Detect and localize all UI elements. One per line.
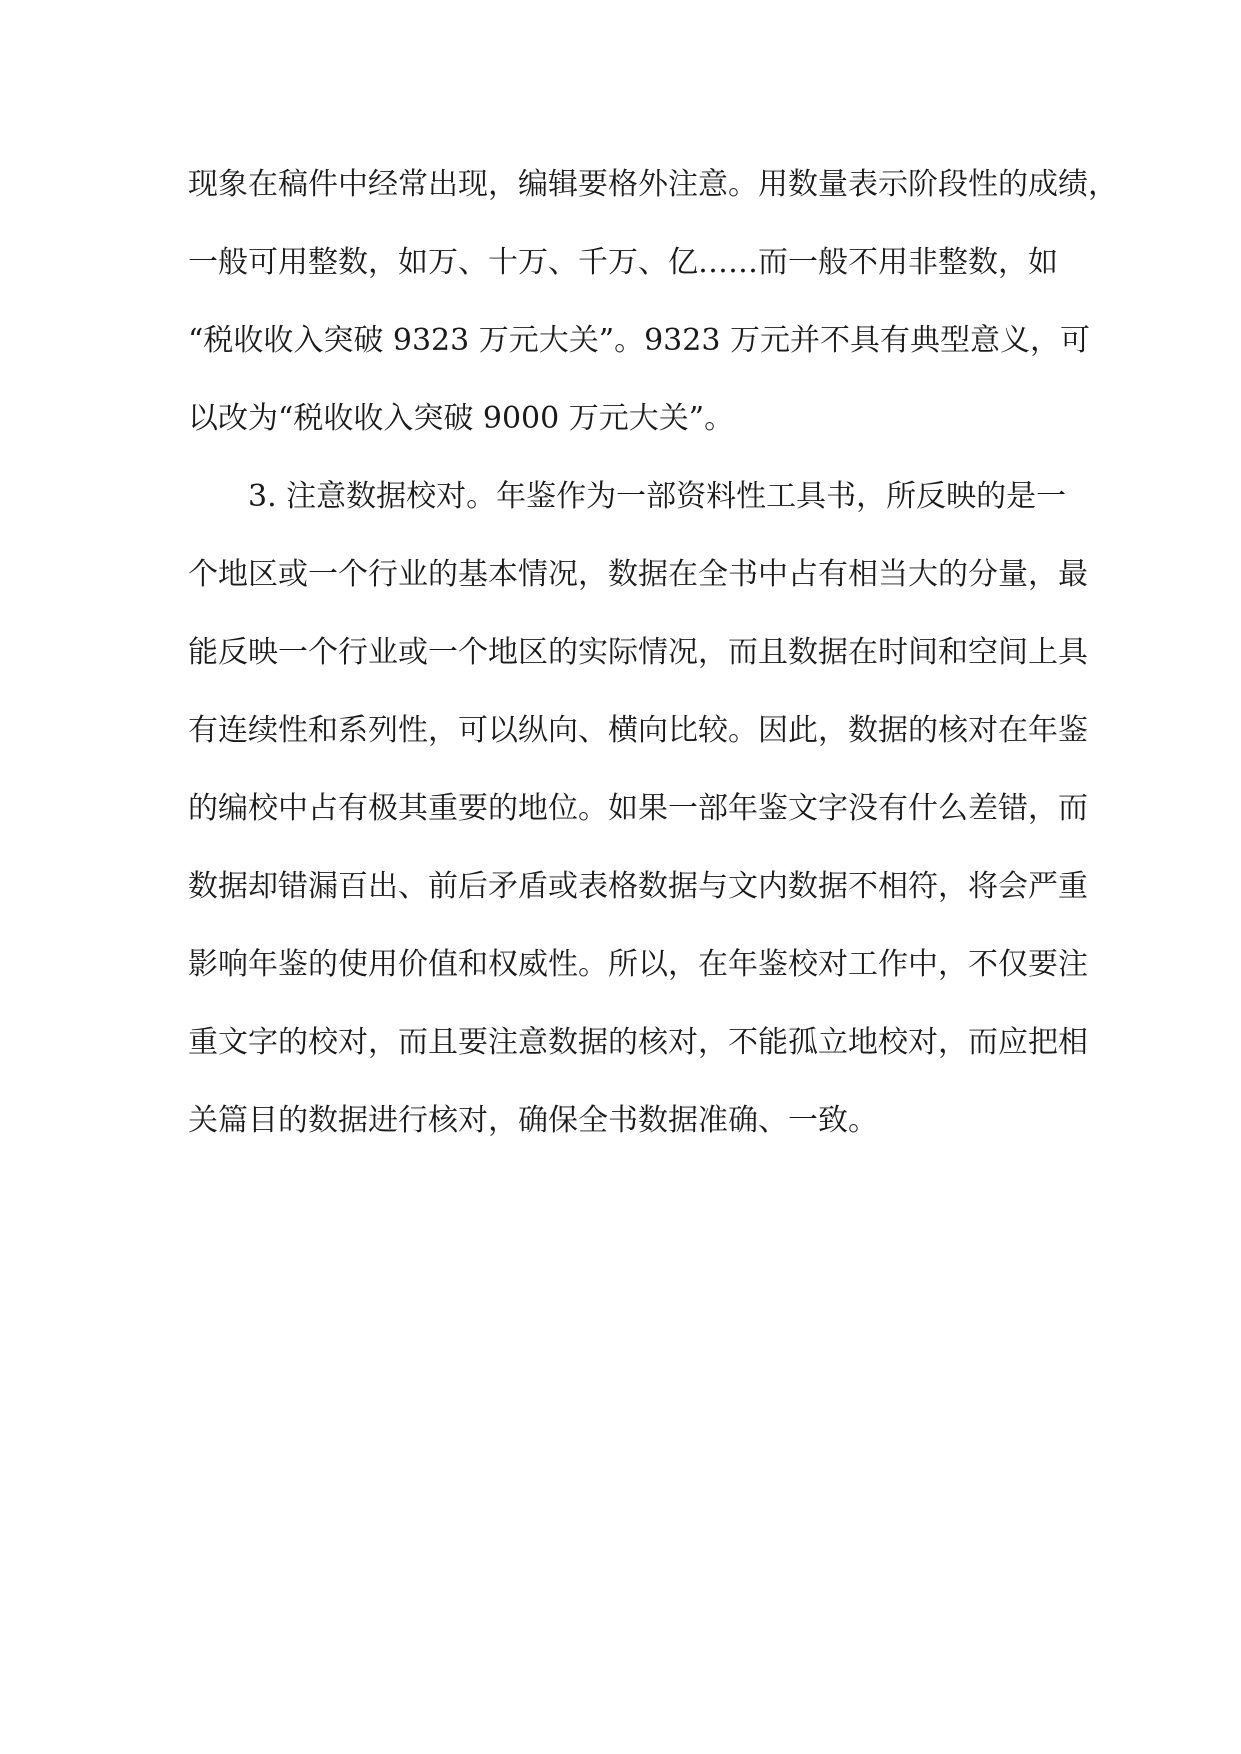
paragraph-line: “税收收入突破 9323 万元大关”。9323 万元并不具有典型意义，可 (188, 323, 1090, 358)
paragraph-line: 关篇目的数据进行核对，确保全书数据准确、一致。 (188, 1103, 878, 1138)
paragraph-line: 一般可用整数，如万、十万、千万、亿……而一般不用非整数，如 (188, 245, 1058, 280)
paragraph-1 (188, 150, 1118, 462)
paragraph-line: 现象在稿件中经常出现，编辑要格外注意。用数量表示阶段性的成绩， (188, 167, 1118, 202)
paragraph-line: 能反映一个行业或一个地区的实际情况，而且数据在时间和空间上具 (188, 635, 1088, 670)
paragraph-line: 个地区或一个行业的基本情况，数据在全书中占有相当大的分量，最 (188, 557, 1088, 592)
paragraph-line: 以改为“税收收入突破 9000 万元大关”。 (188, 401, 735, 436)
paragraph-line: 3. 注意数据校对。年鉴作为一部资料性工具书，所反映的是一 (188, 479, 1067, 514)
paragraph-line: 数据却错漏百出、前后矛盾或表格数据与文内数据不相符，将会严重 (188, 869, 1088, 904)
paragraph-line: 重文字的校对，而且要注意数据的核对，不能孤立地校对，而应把相 (188, 1025, 1088, 1060)
paragraph-line: 有连续性和系列性，可以纵向、横向比较。因此，数据的核对在年鉴 (188, 713, 1088, 748)
paragraph-line: 影响年鉴的使用价值和权威性。所以，在年鉴校对工作中，不仅要注 (188, 947, 1088, 982)
paragraph-line: 的编校中占有极其重要的地位。如果一部年鉴文字没有什么差错，而 (188, 791, 1088, 826)
paragraph-2 (188, 462, 1088, 1164)
document-body (188, 150, 1118, 1164)
